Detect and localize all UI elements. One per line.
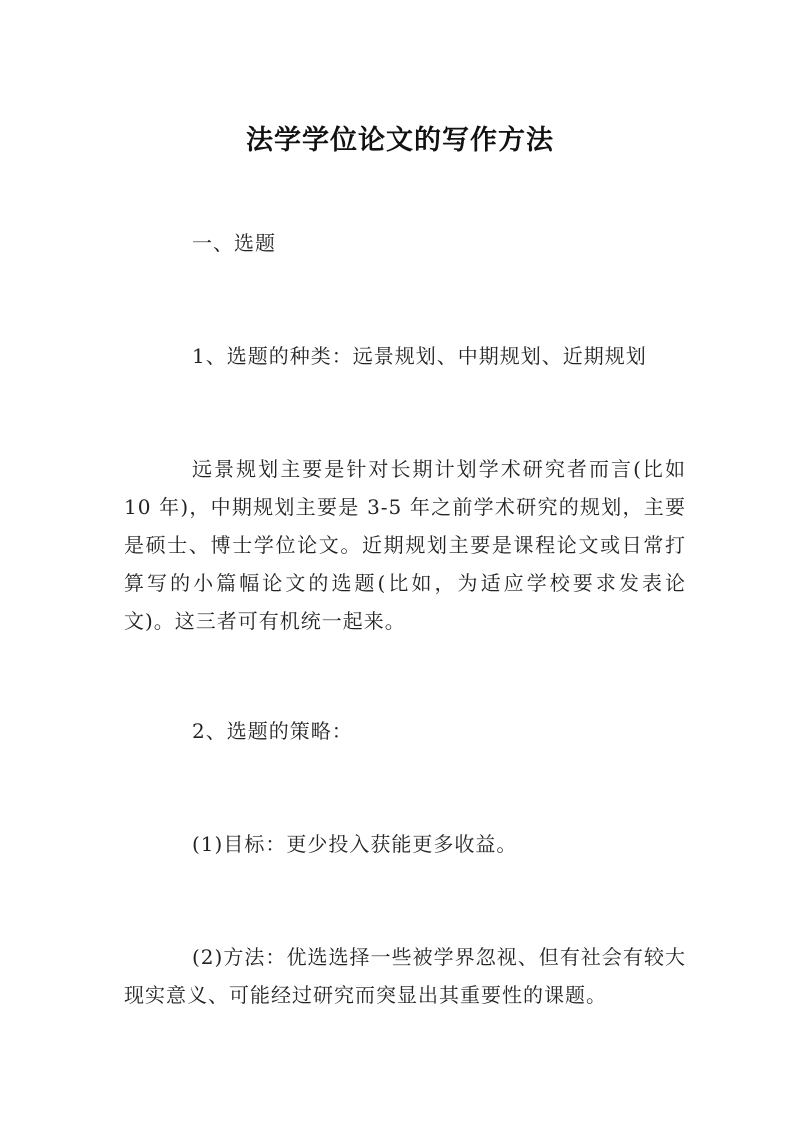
subheading-topic-types: 1、选题的种类：远景规划、中期规划、近期规划	[192, 344, 647, 368]
paragraph-strategy-goal: (1)目标：更少投入获能更多收益。	[192, 832, 518, 856]
paragraph-strategy-method: (2)方法：优选选择一些被学界忽视、但有社会有较大现实意义、可能经过研究而突显出其重要性的课题。	[124, 945, 686, 1007]
section-heading-topic-selection: 一、选题	[192, 231, 276, 255]
subheading-topic-strategy: 2、选题的策略：	[192, 719, 353, 743]
paragraph-planning-description: 远景规划主要是针对长期计划学术研究者而言(比如 10 年)，中期规划主要是 3-5 年之前学术研究的规划，主要是硕士、博士学位论文。近期规划主要是课程论文或日常打算写的小篇幅论文的选题(比如，为适应学校要求发表论文)。这三者可有机统一起来。	[124, 457, 686, 633]
document-title: 法学学位论文的写作方法	[246, 125, 554, 157]
